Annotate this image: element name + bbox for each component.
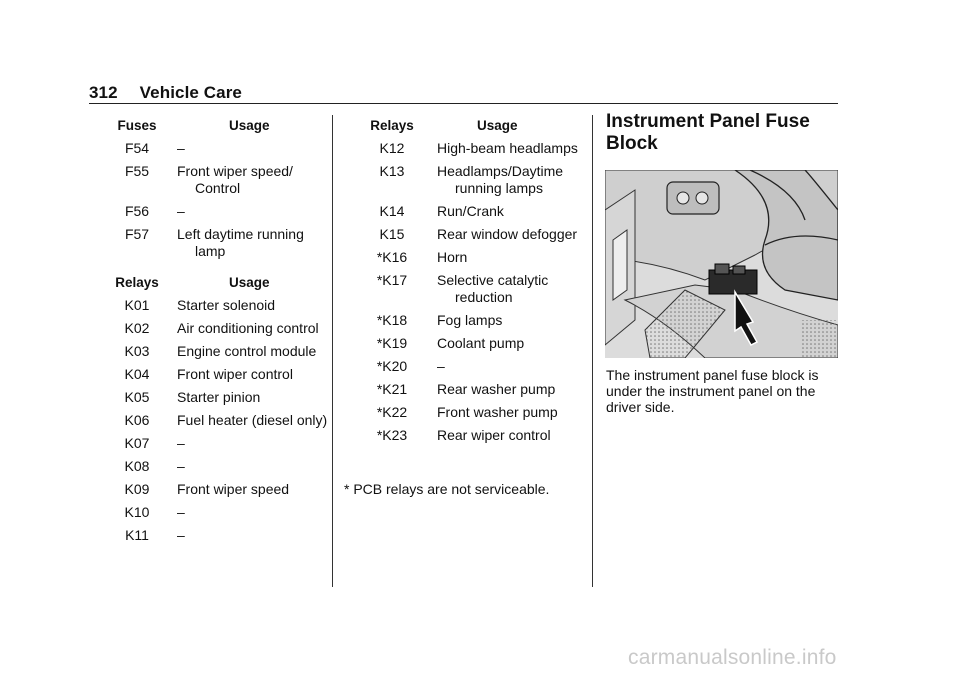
- table-row: [97, 226, 369, 260]
- row-id: *K21: [376, 381, 408, 397]
- row-usage: Front wiper speed: [177, 481, 290, 497]
- row-usage: –: [177, 203, 185, 219]
- row-usage: Starter pinion: [177, 389, 261, 405]
- row-usage: Rear wiper control: [437, 427, 551, 443]
- row-usage: –: [177, 504, 185, 520]
- table-row: [97, 297, 369, 314]
- table-row: [97, 163, 369, 197]
- relays-table-header: [347, 117, 627, 134]
- relays-header-label: Relays: [370, 118, 414, 133]
- row-usage: –: [177, 435, 185, 451]
- row-id: K12: [379, 140, 405, 156]
- row-usage: Front wiper speed/ Control: [177, 163, 293, 196]
- relays-table-header: [97, 274, 369, 291]
- row-id: *K23: [376, 427, 408, 443]
- page-header: [89, 83, 242, 103]
- table-row: [97, 435, 369, 452]
- row-id: K07: [124, 435, 150, 451]
- row-usage: Front washer pump: [437, 404, 558, 420]
- row-id: *K22: [376, 404, 408, 420]
- header-rule: [89, 103, 838, 104]
- row-id: *K18: [376, 312, 408, 328]
- fuses-table-header: [97, 117, 369, 134]
- row-id: *K19: [376, 335, 408, 351]
- row-usage: Rear washer pump: [437, 381, 556, 397]
- table-row: [97, 140, 369, 157]
- row-usage: Headlamps/Daytime running lamps: [437, 163, 564, 196]
- row-id: F54: [124, 140, 150, 156]
- row-usage: Fuel heater (diesel only): [177, 412, 328, 428]
- table-row: [347, 381, 627, 398]
- row-id: K03: [124, 343, 150, 359]
- section-heading: Instrument Panel Fuse Block: [606, 111, 810, 154]
- table-row: [347, 335, 627, 352]
- row-usage: High-beam headlamps: [437, 140, 578, 156]
- row-id: K06: [124, 412, 150, 428]
- table-row: [97, 389, 369, 406]
- page-number: 312: [89, 83, 118, 102]
- row-id: *K20: [376, 358, 408, 374]
- table-row: [97, 412, 369, 429]
- usage-header-label: Usage: [229, 118, 270, 133]
- usage-header-label: Usage: [229, 275, 270, 290]
- table-row: [97, 320, 369, 337]
- row-id: K14: [379, 203, 405, 219]
- row-id: K05: [124, 389, 150, 405]
- watermark: carmanualsonline.info: [628, 646, 837, 669]
- row-id: K09: [124, 481, 150, 497]
- row-usage: Coolant pump: [437, 335, 525, 351]
- table-row: [347, 272, 627, 306]
- table-row: [347, 249, 627, 266]
- row-id: *K17: [376, 272, 408, 288]
- relay-table-2: [347, 117, 627, 444]
- row-id: K13: [379, 163, 405, 179]
- row-usage: –: [437, 358, 445, 374]
- row-usage: Starter solenoid: [177, 297, 276, 313]
- row-usage: Run/Crank: [437, 203, 504, 219]
- fuses-header-label: Fuses: [117, 118, 157, 133]
- section-title: Vehicle Care: [139, 83, 242, 102]
- table-row: [97, 343, 369, 360]
- row-usage: –: [177, 140, 185, 156]
- table-row: [347, 226, 627, 243]
- row-id: K01: [124, 297, 150, 313]
- fuse-relay-table-1: [97, 117, 369, 544]
- table-row: [97, 458, 369, 475]
- row-id: F55: [124, 163, 150, 179]
- table-row: [97, 504, 369, 521]
- table-row: [347, 140, 627, 157]
- row-usage: Engine control module: [177, 343, 317, 359]
- row-usage: Air conditioning control: [177, 320, 319, 336]
- table-row: [97, 527, 369, 544]
- row-id: F57: [124, 226, 150, 242]
- table-row: [347, 427, 627, 444]
- row-id: K10: [124, 504, 150, 520]
- row-usage: Fog lamps: [437, 312, 503, 328]
- row-id: *K16: [376, 249, 408, 265]
- row-usage: Left daytime running lamp: [177, 226, 304, 259]
- table-row: [347, 404, 627, 421]
- row-id: K02: [124, 320, 150, 336]
- row-id: K15: [379, 226, 405, 242]
- row-usage: Horn: [437, 249, 468, 265]
- row-id: K04: [124, 366, 150, 382]
- row-id: F56: [124, 203, 150, 219]
- table-row: [97, 366, 369, 383]
- row-usage: –: [177, 458, 185, 474]
- body-text: The instrument panel fuse block is under the instrument panel on the driver side.: [606, 367, 819, 415]
- table-row: [97, 203, 369, 220]
- row-usage: –: [177, 527, 185, 543]
- row-usage: Selective catalytic reduction: [437, 272, 549, 305]
- usage-header-label: Usage: [477, 118, 518, 133]
- row-usage: Front wiper control: [177, 366, 293, 382]
- row-id: K08: [124, 458, 150, 474]
- footnote: * PCB relays are not serviceable.: [344, 481, 550, 497]
- fuse-block-illustration: [605, 170, 838, 358]
- table-row: [347, 203, 627, 220]
- table-row: [97, 481, 369, 498]
- table-row: [347, 312, 627, 329]
- table-row: [347, 358, 627, 375]
- relays-header-label: Relays: [115, 275, 159, 290]
- row-usage: Rear window defogger: [437, 226, 578, 242]
- row-id: K11: [125, 527, 149, 543]
- table-row: [347, 163, 627, 197]
